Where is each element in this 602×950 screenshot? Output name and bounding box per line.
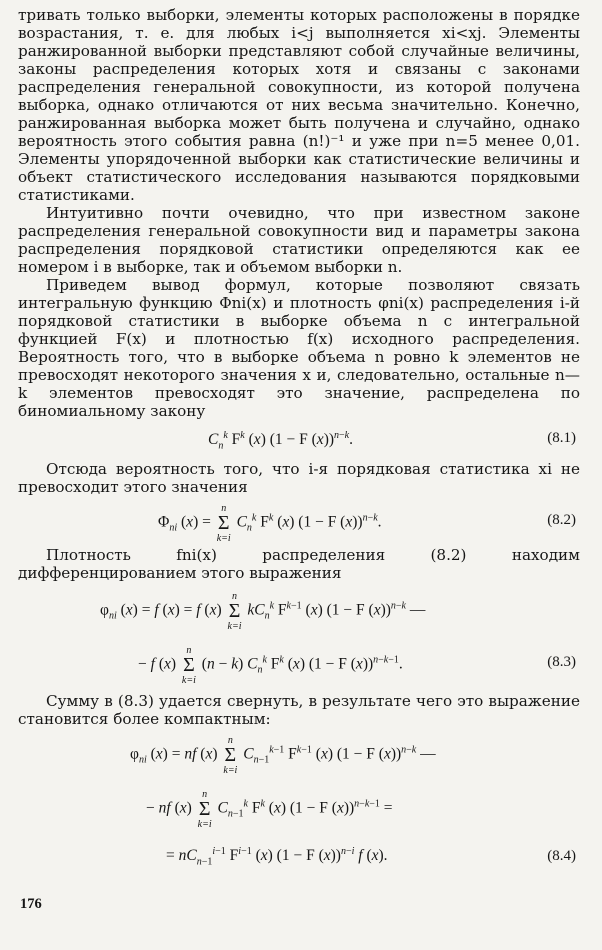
equation-number: (8.2) <box>547 512 576 528</box>
paragraph-6: Сумму в (8.3) удается свернуть, в результате чего это выражение становится более компактным: <box>18 692 580 728</box>
equation-number: (8.1) <box>547 430 576 446</box>
equation-number: (8.4) <box>547 848 576 864</box>
paragraph-3: Приведем вывод формул, которые позволяют связать интегральную функцию Φni(x) и плотность φni(x) распределения i-й порядковой статистики в выборке объема n с интегральной функцией F(x) и плотностью f(x) исходного распределения. Вероятность того, что в выборке объема n ровно k элементов не превосходят некоторого значения x и, следовательно, остальные n—k элементов превосходят это значение, распределена по биномиальному закону <box>18 276 580 420</box>
equation-8-1: $C_n^k$ $F^k$ (x) (1 − F (x))$^{n-k}$. (8.1) <box>208 430 576 452</box>
paragraph-4: Отсюда вероятность того, что i-я порядковая статистика xi не превосходит этого значения <box>18 460 580 496</box>
paragraph-1: тривать только выборки, элементы которых расположены в порядке возрастания, т. е. для любых i<j выполняется xi<xj. Элементы ранжированной выборки представляют собой случайные величины, законы распределения которых хотя и связаны с законами распределения генеральной совокупности, из которой получена выборка, однако отличаются от них весьма значительно. Конечно, ранжированная выборка может быть получена и случайно, однако вероятность этого события равна (n!)⁻¹ и уже при n=5 менее 0,01. Элементы упорядоченной выборки как статистические величины и объект статистического исследования называются порядковыми статистиками. <box>18 6 580 204</box>
page-number: 176 <box>20 896 42 912</box>
page-body <box>18 6 580 900</box>
equation-number: (8.3) <box>547 654 576 670</box>
equation-8-2: $\Phi_{ni}$ (x) = n Σ k=i $C_n^k$ $F^k$ (x) (1 − F (x))$^{n-k}$. (8.2) <box>158 503 576 544</box>
equation-8-3: $\varphi_{ni}$ (x) = f (x) = f (x) n Σ k=i $kC_n^k$ $F^{k-1}$ (x) (1 − F (x))$^{n-k}$ — − f (x) n Σ k=i (n − k) $C_n^k$ $F^k$ (x) (1 − F (x))$^{n-k-1}$. (8.3) <box>100 591 576 686</box>
paragraph-5: Плотность fni(x) распределения (8.2) находим дифференцированием этого выражения <box>18 546 580 582</box>
paragraph-2: Интуитивно почти очевидно, что при известном законе распределения генеральной совокупности вид и параметры закона распределения порядковой статистики определяются как ее номером i в выборке, так и объемом выборки n. <box>18 204 580 276</box>
equation-8-4: $\varphi_{ni}$ (x) = nf (x) n Σ k=i $C_{n-1}^{k-1}$ $F^{k-1}$ (x) (1 − F (x))$^{n-k}$ — − nf (x) n Σ k=i $C_{n-1}^k$ $F^k$ (x) (1 − F (x))$^{n-k-1}$ = = $nC_{n-1}^{i-1}$ $F^{i-1}$ (x) (1 − F (x))$^{n-i}$ f (x). (8.4) <box>130 735 576 868</box>
